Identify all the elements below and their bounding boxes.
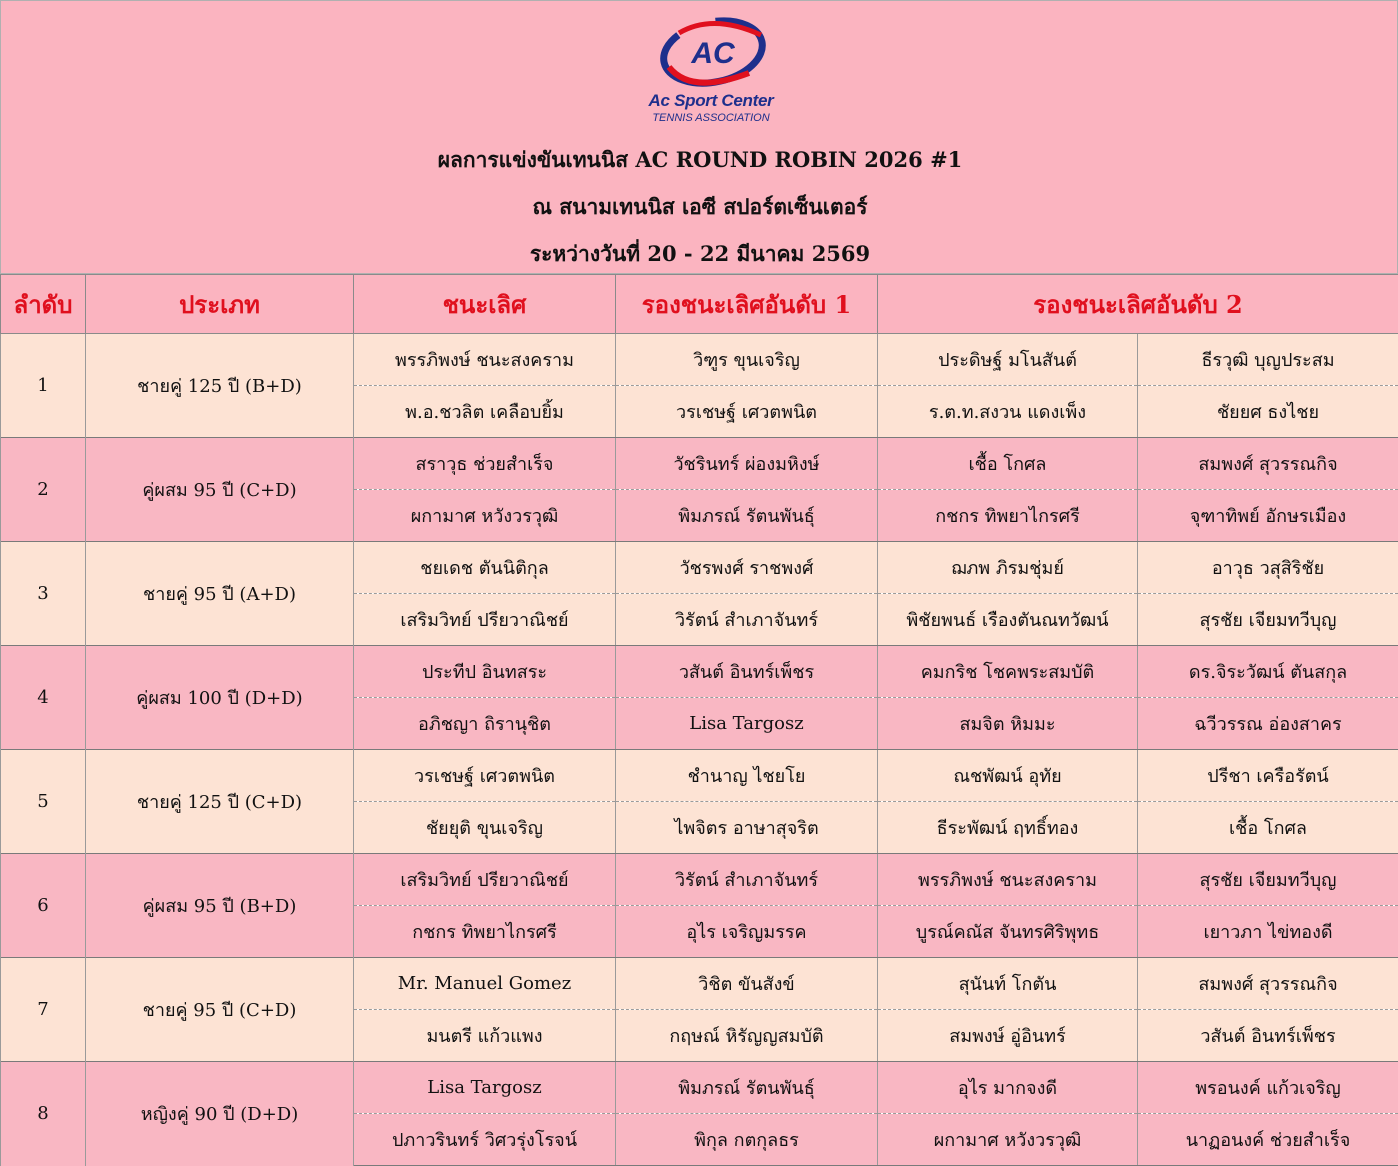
header-band <box>0 0 1398 274</box>
event-rank: 5 <box>1 750 86 854</box>
logo-mark: AC <box>690 37 736 70</box>
runner-up-1-player: พิมภรณ์ รัตนพันธุ์ <box>616 490 878 542</box>
runner-up-2a-player: กชกร ทิพยาไกรศรี <box>878 490 1138 542</box>
table-header-row <box>1 275 1398 334</box>
runner-up-1-player: ไพจิตร อาษาสุจริต <box>616 802 878 854</box>
event-category: คู่ผสม 95 ปี (C+D) <box>86 438 354 542</box>
runner-up-2a-player: ผกามาศ หวังวรวุฒิ <box>878 1114 1138 1166</box>
event-category: คู่ผสม 95 ปี (B+D) <box>86 854 354 958</box>
runner-up-1-player: วิชิต ขันสังข์ <box>616 958 878 1010</box>
table-row <box>1 334 1398 386</box>
winner-player: Lisa Targosz <box>354 1062 616 1114</box>
table-row <box>1 646 1398 698</box>
runner-up-2b-player: เยาวภา ไข่ทองดี <box>1138 906 1398 958</box>
col-header-winner: ชนะเลิศ <box>354 275 616 334</box>
ac-sport-center-logo <box>621 13 801 128</box>
runner-up-1-player: วิฑูร ขุนเจริญ <box>616 334 878 386</box>
runner-up-2b-player: พรอนงค์ แก้วเจริญ <box>1138 1062 1398 1114</box>
runner-up-2a-player: ฌภพ ภิรมชุ่มย์ <box>878 542 1138 594</box>
table-row <box>1 542 1398 594</box>
event-rank: 2 <box>1 438 86 542</box>
runner-up-1-player: วิรัตน์ สำเภาจันทร์ <box>616 854 878 906</box>
event-rank: 4 <box>1 646 86 750</box>
col-header-runner-up-2: รองชนะเลิศอันดับ 2 <box>878 275 1398 334</box>
winner-player: อภิชญา ถิรานุชิต <box>354 698 616 750</box>
table-row <box>1 750 1398 802</box>
runner-up-2b-player: สุรชัย เจียมทวีบุญ <box>1138 854 1398 906</box>
runner-up-1-player: วรเชษฐ์ เศวตพนิต <box>616 386 878 438</box>
winner-player: Mr. Manuel Gomez <box>354 958 616 1010</box>
winner-player: ชยเดช ตันนิติกุล <box>354 542 616 594</box>
runner-up-2a-player: พรรภิพงษ์ ชนะสงคราม <box>878 854 1138 906</box>
runner-up-2b-player: ปรีชา เครือรัตน์ <box>1138 750 1398 802</box>
page-title: ผลการแข่งขันเทนนิส AC ROUND ROBIN 2026 #1 <box>1 144 1398 177</box>
runner-up-2b-player: ชัยยศ ธงไชย <box>1138 386 1398 438</box>
table-row <box>1 438 1398 490</box>
table-row <box>1 854 1398 906</box>
runner-up-2b-player: วสันต์ อินทร์เพ็ชร <box>1138 1010 1398 1062</box>
runner-up-1-player: วิรัตน์ สำเภาจันทร์ <box>616 594 878 646</box>
winner-player: เสริมวิทย์ ปรียวาณิชย์ <box>354 854 616 906</box>
runner-up-1-player: กฤษณ์ หิรัญญสมบัติ <box>616 1010 878 1062</box>
runner-up-1-player: วัชรพงศ์ ราชพงศ์ <box>616 542 878 594</box>
event-category: ชายคู่ 95 ปี (C+D) <box>86 958 354 1062</box>
event-rank: 8 <box>1 1062 86 1166</box>
date-line: ระหว่างวันที่ 20 - 22 มีนาคม 2569 <box>1 238 1398 271</box>
runner-up-2b-player: นาฏอนงค์ ช่วยสำเร็จ <box>1138 1114 1398 1166</box>
logo-name: Ac Sport Center <box>621 91 801 111</box>
runner-up-2a-player: เชื้อ โกศล <box>878 438 1138 490</box>
runner-up-2b-player: ธีรวุฒิ บุญประสม <box>1138 334 1398 386</box>
runner-up-1-player: Lisa Targosz <box>616 698 878 750</box>
runner-up-2b-player: สมพงศ์ สุวรรณกิจ <box>1138 438 1398 490</box>
runner-up-2a-player: ร.ต.ท.สงวน แดงเพ็ง <box>878 386 1138 438</box>
col-header-category: ประเภท <box>86 275 354 334</box>
runner-up-1-player: วัชรินทร์ ผ่องมหิงษ์ <box>616 438 878 490</box>
winner-player: พรรภิพงษ์ ชนะสงคราม <box>354 334 616 386</box>
col-header-rank: ลำดับ <box>1 275 86 334</box>
winner-player: พ.อ.ชวลิต เคลือบยิ้ม <box>354 386 616 438</box>
event-rank: 6 <box>1 854 86 958</box>
event-rank: 7 <box>1 958 86 1062</box>
event-rank: 3 <box>1 542 86 646</box>
winner-player: กชกร ทิพยาไกรศรี <box>354 906 616 958</box>
winner-player: เสริมวิทย์ ปรียวาณิชย์ <box>354 594 616 646</box>
logo-subtitle: TENNIS ASSOCIATION <box>621 112 801 124</box>
table-row <box>1 958 1398 1010</box>
winner-player: สราวุธ ช่วยสำเร็จ <box>354 438 616 490</box>
runner-up-2a-player: พิชัยพนธ์ เรืองตันณทวัฒน์ <box>878 594 1138 646</box>
runner-up-2a-player: คมกริช โชคพระสมบัติ <box>878 646 1138 698</box>
table-row <box>1 1062 1398 1114</box>
winner-player: มนตรี แก้วแพง <box>354 1010 616 1062</box>
event-category: ชายคู่ 125 ปี (C+D) <box>86 750 354 854</box>
ac-logo-icon <box>621 13 801 93</box>
runner-up-2a-player: ธีระพัฒน์ ฤทธิ์ทอง <box>878 802 1138 854</box>
event-category: ชายคู่ 125 ปี (B+D) <box>86 334 354 438</box>
event-category: ชายคู่ 95 ปี (A+D) <box>86 542 354 646</box>
winner-player: ผกามาศ หวังวรวุฒิ <box>354 490 616 542</box>
runner-up-2a-player: สุนันท์ โกตัน <box>878 958 1138 1010</box>
runner-up-2a-player: ณชพัฒน์ อุทัย <box>878 750 1138 802</box>
col-header-runner-up-1: รองชนะเลิศอันดับ 1 <box>616 275 878 334</box>
winner-player: ชัยยุติ ขุนเจริญ <box>354 802 616 854</box>
runner-up-2b-player: อาวุธ วสุสิริชัย <box>1138 542 1398 594</box>
results-table <box>0 274 1398 1166</box>
runner-up-2a-player: สมพงษ์ อู่อินทร์ <box>878 1010 1138 1062</box>
runner-up-1-player: วสันต์ อินทร์เพ็ชร <box>616 646 878 698</box>
runner-up-2a-player: ประดิษฐ์ มโนสันต์ <box>878 334 1138 386</box>
runner-up-2a-player: สมจิต หิมมะ <box>878 698 1138 750</box>
winner-player: วรเชษฐ์ เศวตพนิต <box>354 750 616 802</box>
event-rank: 1 <box>1 334 86 438</box>
runner-up-2b-player: สมพงศ์ สุวรรณกิจ <box>1138 958 1398 1010</box>
runner-up-2a-player: อุไร มากจงดี <box>878 1062 1138 1114</box>
runner-up-2b-player: ฉวีวรรณ อ่องสาคร <box>1138 698 1398 750</box>
runner-up-1-player: พิมภรณ์ รัตนพันธุ์ <box>616 1062 878 1114</box>
runner-up-2b-player: จุฑาทิพย์ อักษรเมือง <box>1138 490 1398 542</box>
event-category: หญิงคู่ 90 ปี (D+D) <box>86 1062 354 1166</box>
winner-player: ประทีป อินทสระ <box>354 646 616 698</box>
runner-up-2b-player: เชื้อ โกศล <box>1138 802 1398 854</box>
runner-up-2b-player: ดร.จิระวัฒน์ ตันสกุล <box>1138 646 1398 698</box>
event-category: คู่ผสม 100 ปี (D+D) <box>86 646 354 750</box>
runner-up-1-player: พิกุล กตกุลธร <box>616 1114 878 1166</box>
venue-line: ณ สนามเทนนิส เอซี สปอร์ตเซ็นเตอร์ <box>1 191 1398 224</box>
runner-up-2b-player: สุรชัย เจียมทวีบุญ <box>1138 594 1398 646</box>
winner-player: ปภาวรินทร์ วิศวรุ่งโรจน์ <box>354 1114 616 1166</box>
runner-up-2a-player: บูรณ์คณัส จันทรศิริพุทธ <box>878 906 1138 958</box>
runner-up-1-player: อุไร เจริญมรรค <box>616 906 878 958</box>
runner-up-1-player: ชำนาญ ไชยโย <box>616 750 878 802</box>
